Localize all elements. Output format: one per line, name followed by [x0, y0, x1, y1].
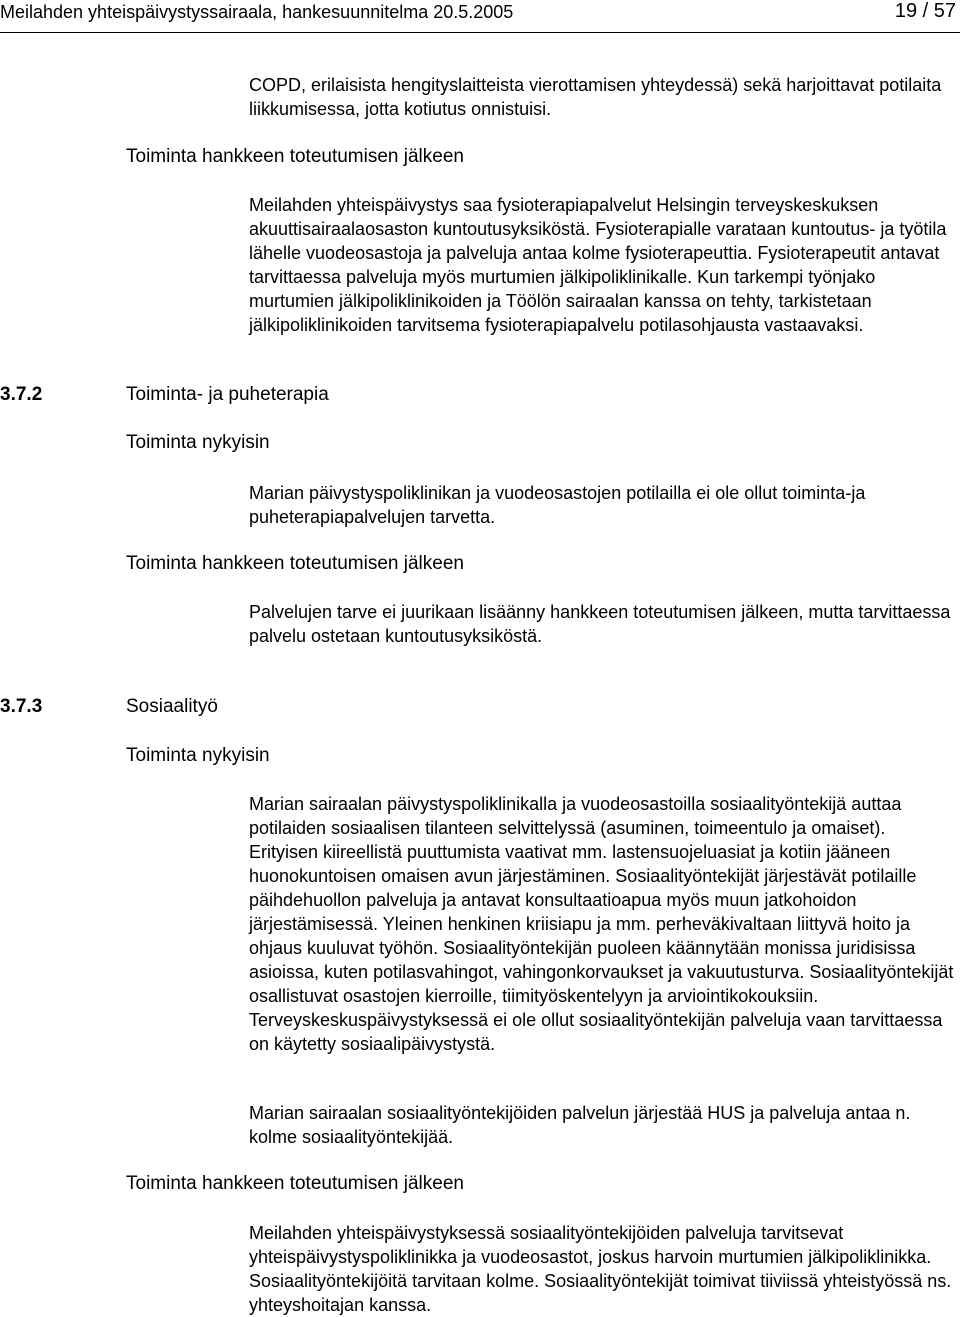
header-title: Meilahden yhteispäivystyssairaala, hankesuunnitelma 20.5.2005 [0, 2, 514, 22]
section-number-3-7-2: 3.7.2 [0, 384, 43, 405]
subheading-current-operation: Toiminta nykyisin [126, 432, 270, 453]
paragraph-social-work-after: Meilahden yhteispäivystyksessä sosiaalityöntekijöiden palveluja tarvitsevat yhteispäivystyspoliklinikka ja vuodeosastot, joskus harvoin murtumien jälkipoliklinikka. Sosiaalityöntekijöitä tarvitaan kolme. Sosiaalityöntekijät toimivat tiiviissä yhteistyössä ns. yhteyshoitajan kanssa. [249, 1223, 952, 1315]
subheading-after-implementation-2: Toiminta hankkeen toteutumisen jälkeen [126, 553, 464, 574]
subheading-current-operation-2: Toiminta nykyisin [126, 745, 270, 766]
paragraph-physiotherapy: Meilahden yhteispäivystys saa fysioterapiapalvelut Helsingin terveyskeskuksen akuuttisairaalaosaston kuntoutusyksiköstä. Fysioterapialle varataan kuntoutus- ja työtila lähelle vuodeosastoja ja palveluja antaa kolme fysioterapeuttia. Fysioterapeutit antavat tarvittaessa palveluja myös murtumien jälkipoliklinikalle. Kun tarkempi työnjako murtumien jälkipoliklinikoiden ja Töölön sairaalan kanssa on tehty, tarkistetaan jälkipoliklinikoiden tarvitsema fysioterapiapalvelu potilasohjausta vastaavaksi. [249, 195, 947, 335]
section-title-social-work: Sosiaalityö [126, 696, 218, 717]
subheading-after-implementation: Toiminta hankkeen toteutumisen jälkeen [126, 146, 464, 167]
paragraph-social-work-hus: Marian sairaalan sosiaalityöntekijöiden palvelun järjestää HUS ja palveluja antaa n. kolme sosiaalityöntekijää. [249, 1103, 911, 1147]
section-number-3-7-3: 3.7.3 [0, 696, 43, 717]
paragraph-social-work-current: Marian sairaalan päivystyspoliklinikalla ja vuodeosastoilla sosiaalityöntekijä auttaa potilaiden sosiaalisen tilanteen selvittelyssä (asuminen, toimeentulo ja omaiset). Erityisen kiireellistä puuttumista vaativat mm. lastensuojeluasiat ja kotiin jääneen huonokuntoisen omaisen avun järjestäminen. Sosiaalityöntekijät järjestävät potilaille päihdehuollon palveluja ja antavat konsultaatioapua myös muun jatkohoidon järjestämisessä. Yleinen henkinen kriisiapu ja mm. perheväkivaltaan liittyvä hoito ja ohjaus kuuluvat työhön. Sosiaalityöntekijän puoleen käännytään monissa juridisissa asioissa, kuten potilasvahingot, vahingonkorvaukset ja vakuutusturva. Sosiaalityöntekijät osallistuvat osastojen kierroille, tiimityöskentelyyn ja arviointikokouksiin. Terveyskeskuspäivystyksessä ei ole ollut sosiaalityöntekijän palveluja vaan tarvittaessa on käytetty sosiaalipäivystystä. [249, 794, 954, 1054]
page-number: 19 / 57 [894, 0, 956, 22]
paragraph-speech-therapy-current: Marian päivystyspoliklinikan ja vuodeosastojen potilailla ei ole ollut toiminta-ja puheterapiapalvelujen tarvetta. [249, 483, 866, 527]
subheading-after-implementation-3: Toiminta hankkeen toteutumisen jälkeen [126, 1173, 464, 1194]
paragraph-intro: COPD, erilaisista hengityslaitteista vierottamisen yhteydessä) sekä harjoittavat potilaita liikkumisessa, jotta kotiutus onnistuisi. [249, 75, 942, 119]
header-divider [0, 32, 960, 33]
paragraph-speech-therapy-after: Palvelujen tarve ei juurikaan lisäänny hankkeen toteutumisen jälkeen, mutta tarvittaessa palvelu ostetaan kuntoutusyksiköstä. [249, 602, 951, 646]
section-title-occupational-speech-therapy: Toiminta- ja puheterapia [126, 384, 329, 405]
